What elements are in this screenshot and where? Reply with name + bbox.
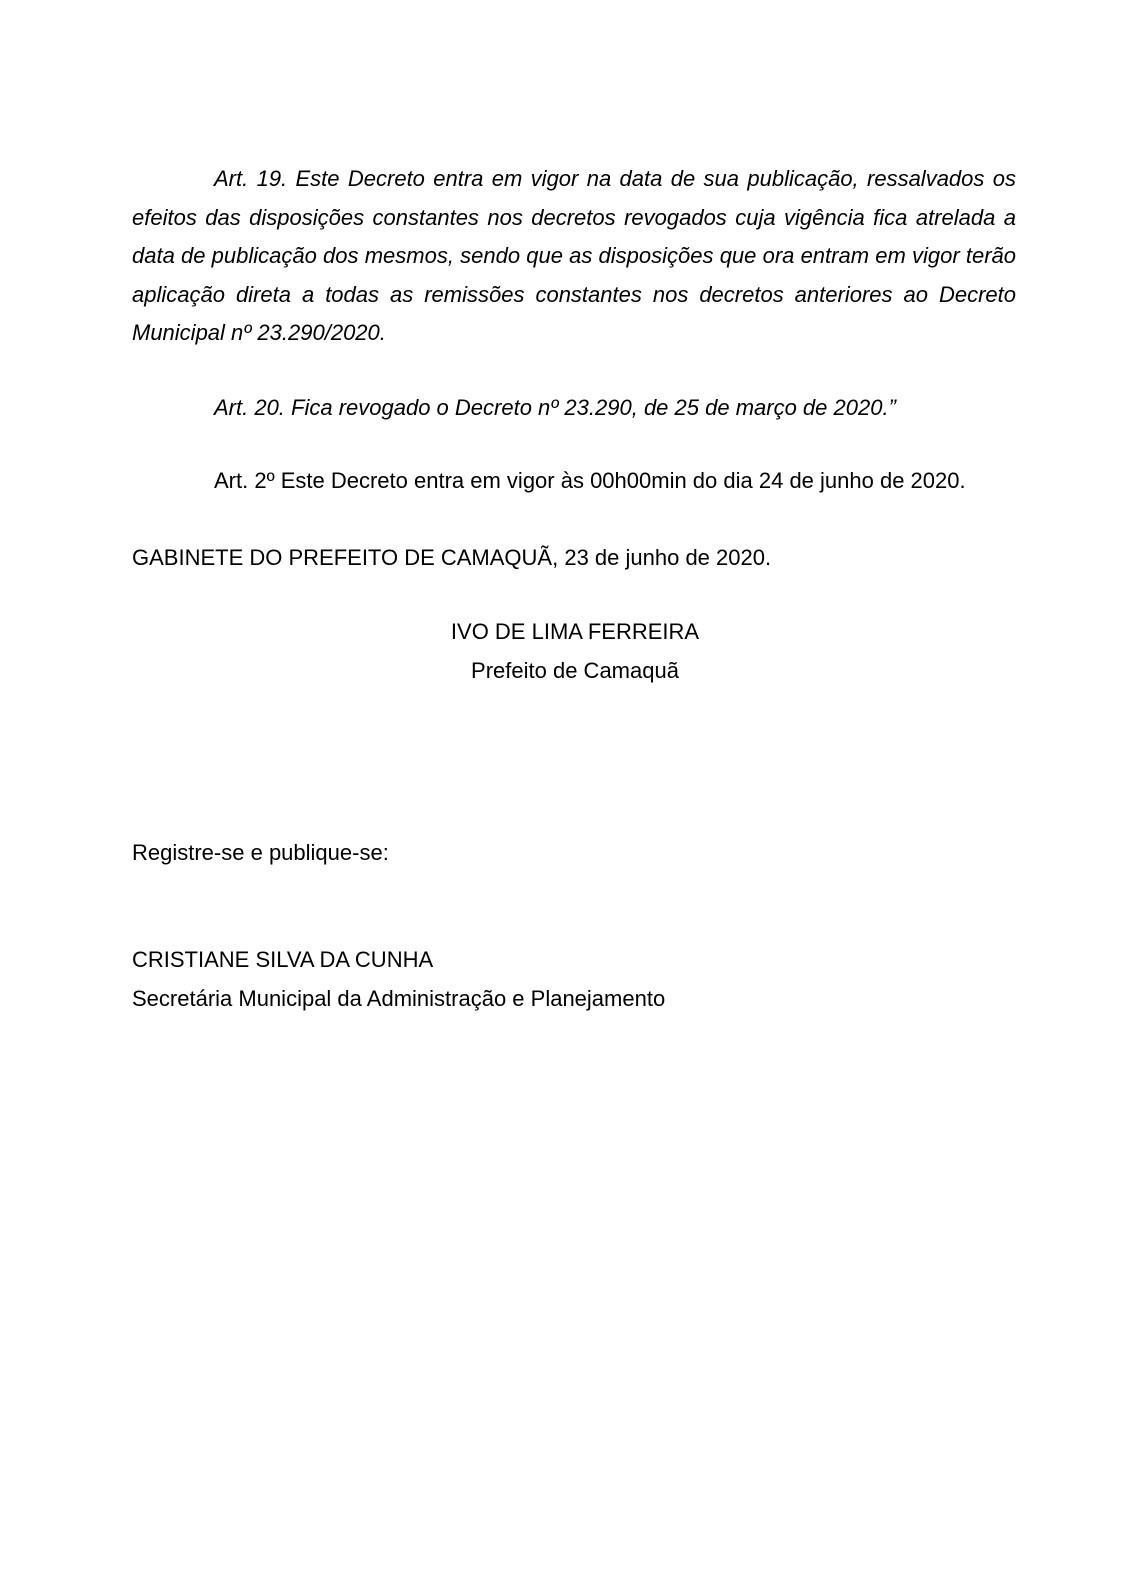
mayor-name: IVO DE LIMA FERREIRA [450,619,700,644]
article-2-paragraph: Art. 2º Este Decreto entra em vigor às 00h00min do dia 24 de junho de 2020. [214,468,966,493]
secretary-title: Secretária Municipal da Administração e Planejamento [132,985,666,1011]
article-20-paragraph: Art. 20. Fica revogado o Decreto nº 23.290, de 25 de março de 2020.” [214,395,896,420]
gabinete-date-line: GABINETE DO PREFEITO DE CAMAQUÃ, 23 de junho de 2020. [132,545,772,570]
mayor-title: Prefeito de Camaquã [471,657,679,683]
secretary-signature-block [132,941,1016,1018]
mayor-signature-block [375,613,775,690]
secretary-name: CRISTIANE SILVA DA CUNHA [132,947,434,972]
article-19-paragraph: Art. 19. Este Decreto entra em vigor na data de sua publicação, ressalvados os efeitos das disposições constantes nos decretos revogados cuja vigência fica atrelada a data de publicação dos mesmos, sendo que as disposições que ora entram em vigor terão aplicação direta a todas as remissões constantes nos decretos anteriores ao Decreto Municipal nº 23.290/2020. [132,166,1016,346]
registre-publique-line: Registre-se e publique-se: [132,840,389,865]
